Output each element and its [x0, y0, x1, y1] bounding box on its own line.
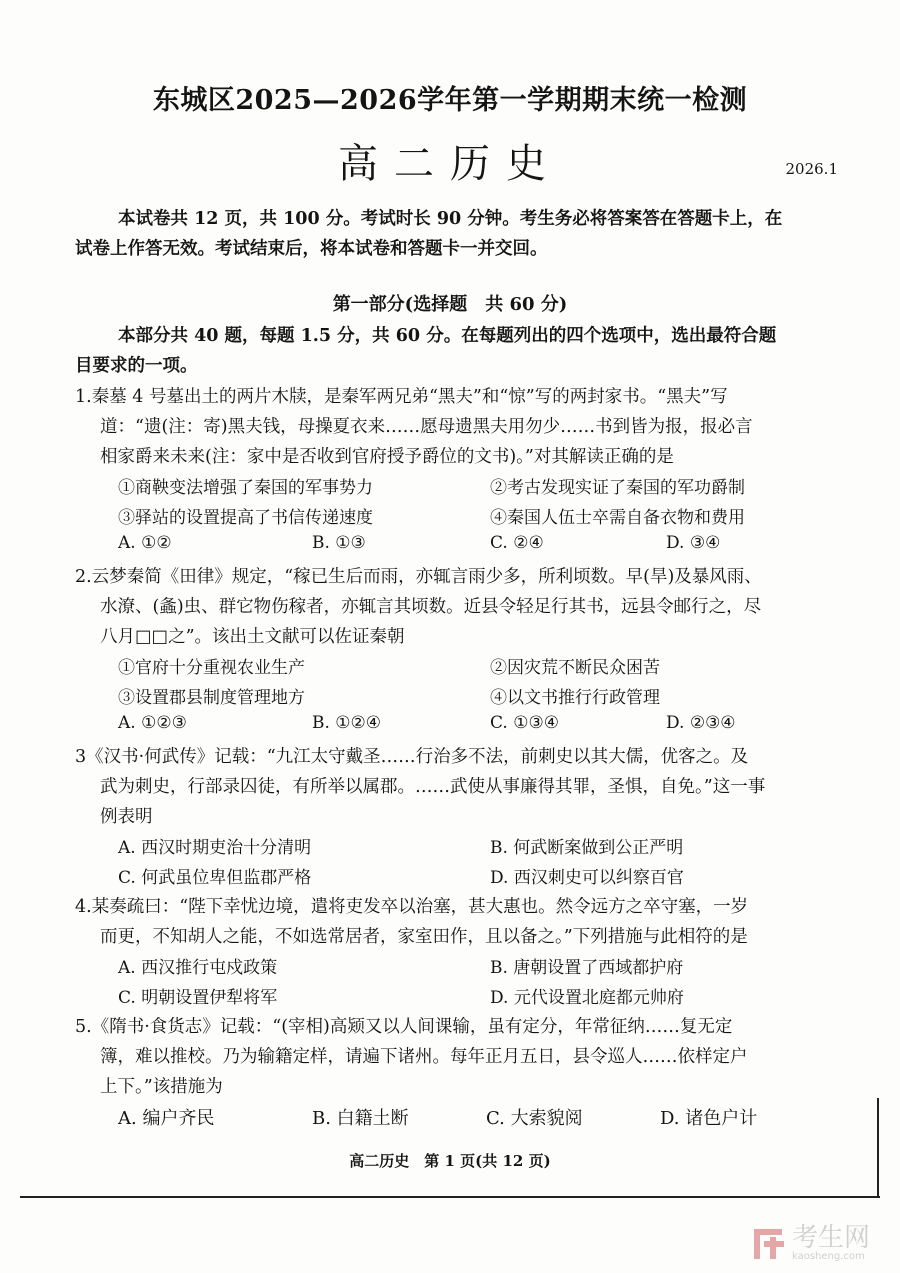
question-text-line: 簿，难以推校。乃为输籍定样，请遍下诸州。每年正月五日，县令巡人……依样定户: [100, 1047, 748, 1067]
section-title: 第一部分(选择题 共 60 分): [332, 294, 568, 315]
question-text-line: 相家爵来未来(注：家中是否收到官府授予爵位的文书)。”对其解读正确的是: [100, 447, 674, 467]
question-text-line: 八月□□之”。该出土文献可以佐证秦朝: [100, 627, 405, 647]
statement-1: ①商鞅变法增强了秦国的军事势力: [118, 478, 373, 498]
question-text-line: 武为刺史，行部录囚徒，有所举以属郡。……武使从事廉得其罪，圣惧，自免。”这一事: [100, 777, 766, 797]
option-a: A. 西汉推行屯戍政策: [118, 958, 278, 978]
bottom-border-line: [20, 1196, 880, 1198]
option-a: A. ①②: [118, 533, 172, 553]
option-d: D. 西汉刺史可以纠察百官: [490, 868, 684, 888]
option-d: D. ③④: [666, 533, 721, 553]
option-d: D. 元代设置北庭都元帅府: [490, 988, 684, 1008]
question-text-line: 4.某奏疏曰：“陛下幸忧边境，遣将吏发卒以治塞，甚大惠也。然令远方之卒守塞，一岁: [75, 897, 749, 917]
statement-2: ②考古发现实证了秦国的军功爵制: [490, 478, 745, 498]
option-b: B. 何武断案做到公正严明: [490, 838, 684, 858]
option-a: A. 编户齐民: [118, 1108, 215, 1129]
option-c: C. ①③④: [490, 713, 559, 733]
kaosheng-logo-icon: [752, 1227, 786, 1261]
statement-3: ③设置郡县制度管理地方: [118, 688, 305, 708]
question-text-line: 上下。”该措施为: [100, 1077, 223, 1097]
statement-1: ①官府十分重视农业生产: [118, 658, 305, 678]
exam-title: 东城区2025—2026学年第一学期期末统一检测: [152, 85, 748, 116]
instructions-line-2: 试卷上作答无效。考试结束后，将本试卷和答题卡一并交回。: [75, 239, 548, 259]
option-c: C. 大索貌阅: [486, 1108, 583, 1129]
statement-2: ②因灾荒不断民众困苦: [490, 658, 660, 678]
option-a: A. ①②③: [118, 713, 187, 733]
question-text-line: 而更，不知胡人之能，不如选常居者，家室田作，且以备之。”下列措施与此相符的是: [100, 927, 748, 947]
question-text-line: 5.《隋书·食货志》记载：“(宰相)高颎又以人间课输，虽有定分，年常征纳……复无定: [75, 1017, 733, 1037]
option-c: C. ②④: [490, 533, 544, 553]
exam-date: 2026.1: [785, 160, 838, 178]
option-b: B. 白籍土断: [312, 1108, 409, 1129]
instructions-line-1: 本试卷共 12 页，共 100 分。考试时长 90 分钟。考生务必将答案答在答题卡上，在: [118, 209, 783, 229]
question-text-line: 道：“遗(注：寄)黑夫钱，母操夏衣来……愿母遗黑夫用勿少……书到皆为报，报必言: [100, 417, 753, 437]
statement-3: ③驿站的设置提高了书信传递速度: [118, 508, 373, 528]
question-text-line: 例表明: [100, 807, 153, 827]
page-footer: 高二历史 第 1 页(共 12 页): [349, 1152, 551, 1170]
statement-4: ④秦国人伍士卒需自备衣物和费用: [490, 508, 745, 528]
right-border-line: [877, 1098, 879, 1198]
question-text-line: 3《汉书·何武传》记载：“九江太守戴圣……行治多不法，前刺史以其大儒，优客之。及: [75, 747, 749, 767]
question-text-line: 水潦、(螽)虫、群它物伤稼者，亦辄言其顷数。近县令轻足行其书，远县令邮行之，尽: [100, 597, 762, 617]
section-desc-2: 目要求的一项。: [75, 356, 198, 376]
watermark: [752, 1225, 870, 1262]
option-c: C. 何武虽位卑但监郡严格: [118, 868, 312, 888]
option-b: B. 唐朝设置了西域都护府: [490, 958, 684, 978]
subject-title: 高二历史: [338, 141, 562, 187]
option-d: D. ②③④: [666, 713, 736, 733]
option-b: B. ①②④: [312, 713, 382, 733]
option-c: C. 明朝设置伊犁将军: [118, 988, 278, 1008]
option-d: D. 诸色户计: [660, 1108, 758, 1129]
question-text-line: 1.秦墓 4 号墓出土的两片木牍，是秦军两兄弟“黑夫”和“惊”写的两封家书。“黑夫”写: [75, 387, 728, 407]
watermark-text: 考生网: [791, 1223, 870, 1253]
section-desc-1: 本部分共 40 题，每题 1.5 分，共 60 分。在每题列出的四个选项中，选出最符合题: [118, 326, 777, 346]
statement-4: ④以文书推行行政管理: [490, 688, 660, 708]
option-a: A. 西汉时期吏治十分清明: [118, 838, 312, 858]
option-b: B. ①③: [312, 533, 366, 553]
question-text-line: 2.云梦秦简《田律》规定，“稼已生后而雨，亦辄言雨少多，所利顷数。早(旱)及暴风雨、: [75, 567, 762, 587]
watermark-url: kaosheng.com: [791, 1251, 865, 1262]
